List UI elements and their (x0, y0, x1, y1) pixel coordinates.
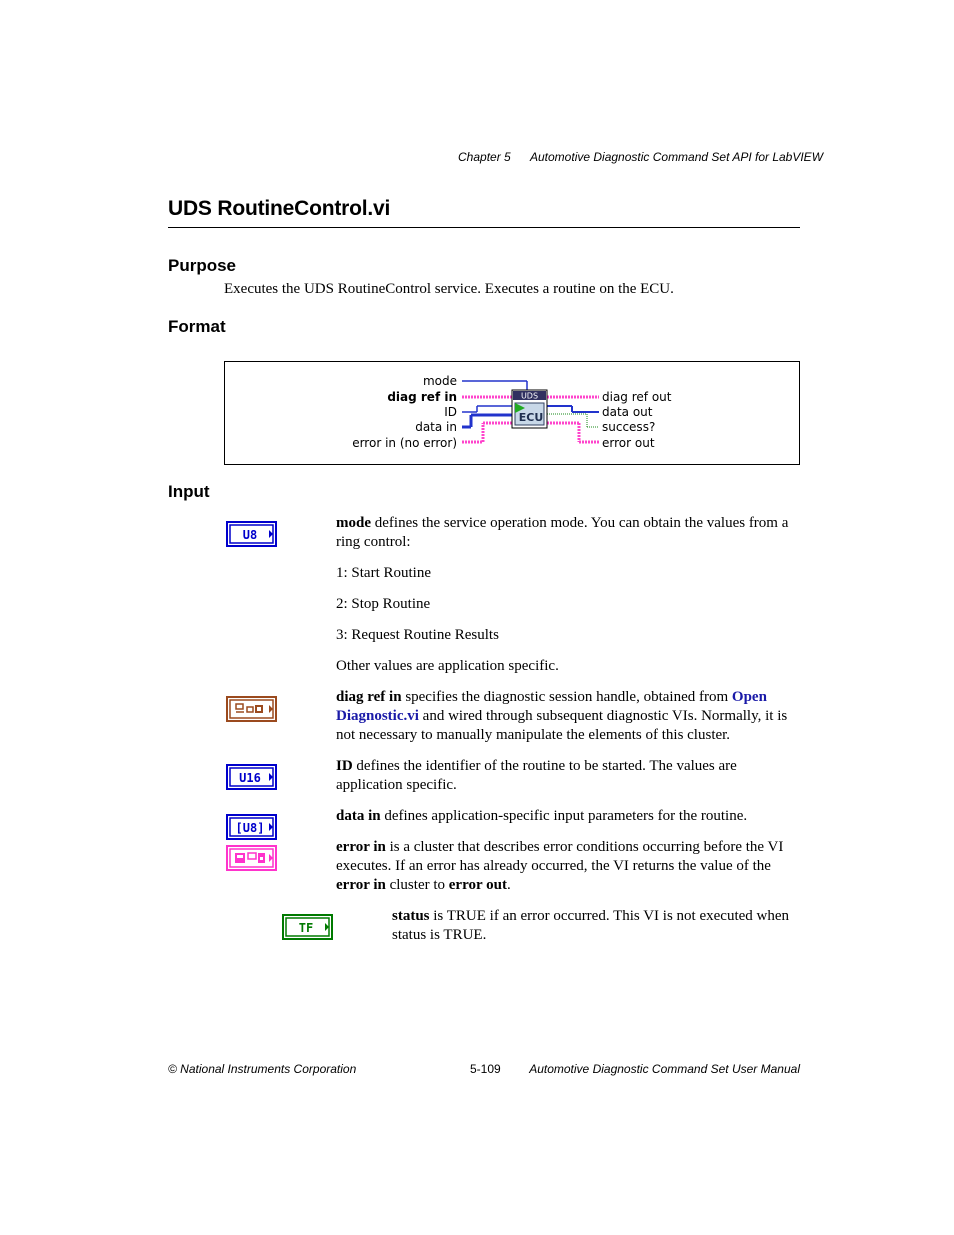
output-label-data-out: data out (602, 405, 653, 419)
cluster-refnum-icon (226, 696, 278, 727)
svg-text:[U8]: [U8] (235, 821, 265, 835)
mode-value-2: 2: Stop Routine (336, 596, 431, 612)
input-label-id: ID (444, 405, 457, 419)
input-label-error-in: error in (no error) (352, 436, 457, 450)
footer-page-number: 5-109 (470, 1062, 501, 1076)
mode-description: mode defines the service operation mode. You can obtain the values from a ring control: (336, 515, 789, 550)
page-title: UDS RoutineControl.vi (168, 197, 800, 228)
output-label-success: success? (602, 420, 656, 434)
error-cluster-icon (226, 845, 278, 876)
input-label-diag-ref-in: diag ref in (387, 390, 457, 404)
u8-array-type-icon (226, 814, 278, 845)
format-heading: Format (168, 317, 226, 336)
vi-icon-top-label: UDS (520, 391, 539, 401)
status-description: status is TRUE if an error occurred. This VI is not executed when status is TRUE. (392, 908, 790, 943)
u8-type-icon (226, 521, 278, 552)
open-diagnostic-link[interactable]: Open Diagnostic.vi (336, 689, 767, 724)
chapter-number: Chapter 5 (458, 150, 511, 164)
purpose-heading: Purpose (168, 256, 237, 275)
id-description: ID defines the identifier of the routine to be started. The values are application specific. (336, 758, 737, 793)
input-heading: Input (168, 482, 210, 501)
mode-other-values: Other values are application specific. (336, 658, 559, 674)
data-in-term: data in (336, 808, 381, 824)
u16-type-icon (226, 764, 278, 795)
diag-ref-in-description: diag ref in specifies the diagnostic session handle, obtained from Open Diagnostic.vi and wired through subsequent diagnostic VIs. Normally, it is not necessary to manually manipulate the elements of this cluster. (336, 689, 788, 743)
connector-pane-box (224, 361, 800, 465)
input-label-mode: mode (422, 374, 457, 388)
connector-pane-diagram (225, 362, 799, 464)
diag-ref-in-term: diag ref in (336, 689, 402, 705)
footer-copyright: © National Instruments Corporation (168, 1062, 357, 1076)
status-term: status (392, 908, 430, 924)
vi-icon (512, 390, 547, 428)
id-term: ID (336, 758, 353, 774)
data-in-description: data in defines application-specific input parameters for the routine. (336, 808, 748, 824)
output-label-diag-ref-out: diag ref out (602, 390, 672, 404)
boolean-type-icon (282, 914, 334, 945)
output-label-error-out: error out (602, 436, 655, 450)
svg-text:TF: TF (298, 921, 314, 935)
error-in-term: error in (336, 839, 386, 855)
mode-term: mode (336, 515, 371, 531)
input-label-data-in: data in (415, 420, 457, 434)
purpose-text: Executes the UDS RoutineControl service. Executes a routine on the ECU. (224, 281, 674, 297)
footer-manual-title: Automotive Diagnostic Command Set User Manual (529, 1062, 800, 1076)
error-in-description: error in is a cluster that describes error conditions occurring before the VI executes. If an error has already occurred, the VI returns the value of the error in cluster to error out. (336, 839, 784, 893)
vi-icon-body-label: ECU (518, 411, 544, 424)
chapter-title: Automotive Diagnostic Command Set API for LabVIEW (530, 150, 824, 164)
mode-value-3: 3: Request Routine Results (336, 627, 499, 643)
svg-text:U16: U16 (239, 771, 261, 785)
mode-value-1: 1: Start Routine (336, 565, 431, 581)
svg-text:U8: U8 (242, 528, 258, 542)
